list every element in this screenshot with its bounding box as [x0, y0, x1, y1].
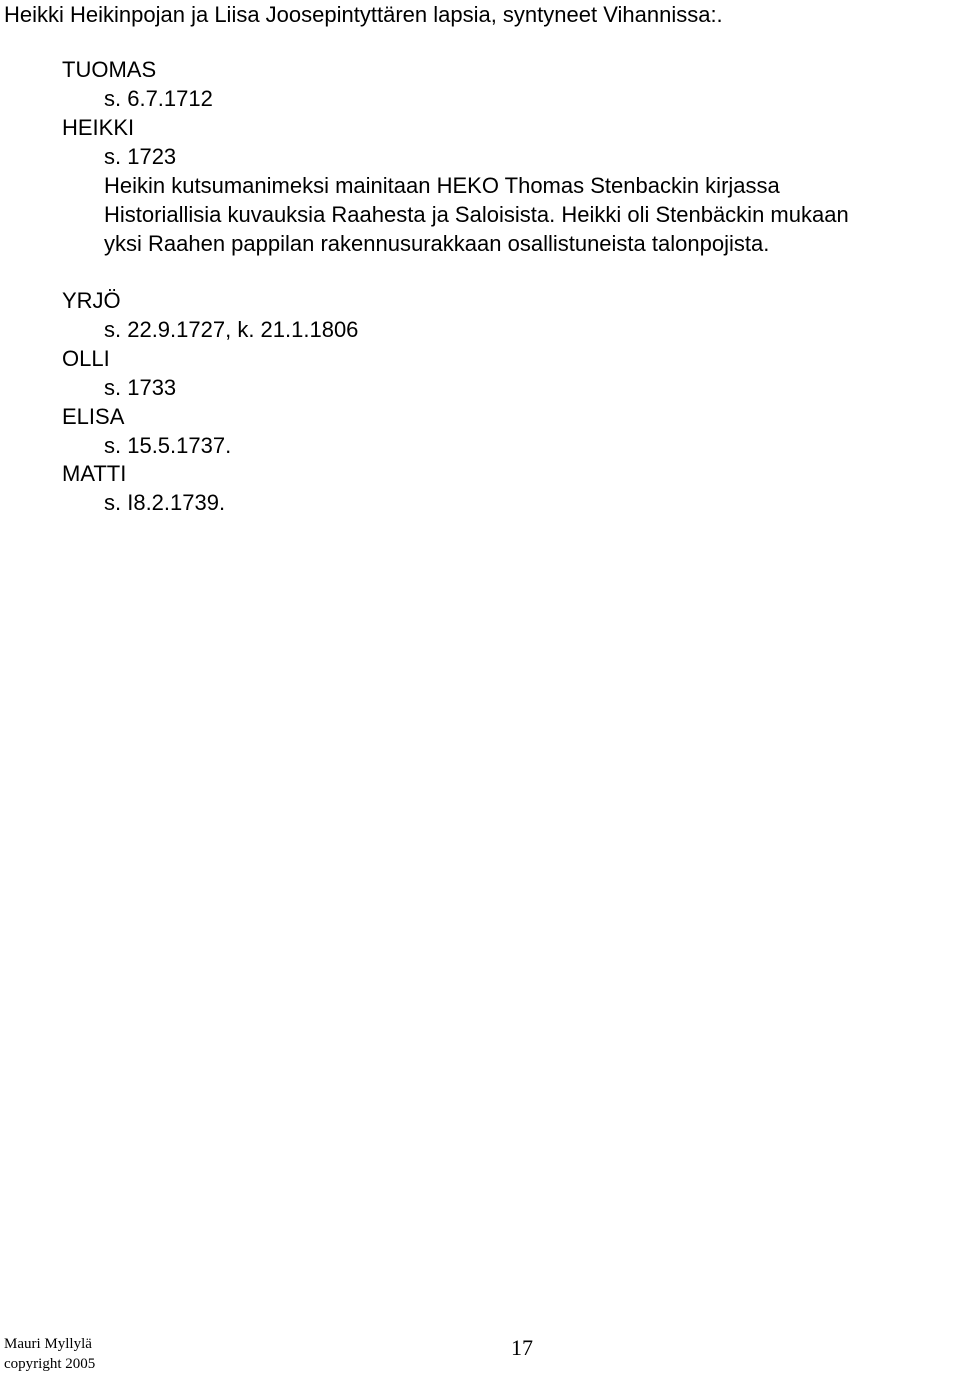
page-number: 17: [511, 1335, 533, 1360]
child-detail-heikki-note-line: Heikin kutsumanimeksi mainitaan HEKO Thomas Stenbackin kirjassa: [104, 173, 780, 198]
child-detail-olli-birth: s. 1733: [104, 375, 177, 400]
child-detail-tuomas-birth: s. 6.7.1712: [104, 86, 213, 111]
child-detail-heikki-note-line: Historiallisia kuvauksia Raahesta ja Saloisista. Heikki oli Stenbäckin mukaan: [104, 202, 849, 227]
child-detail-yrjo-dates: s. 22.9.1727, k. 21.1.1806: [104, 317, 359, 342]
child-detail-heikki-birth: s. 1723: [104, 144, 177, 169]
child-name-olli: OLLI: [62, 346, 110, 371]
child-name-tuomas: TUOMAS: [62, 57, 157, 82]
page-heading: Heikki Heikinpojan ja Liisa Joosepintyttären lapsia, syntyneet Vihannissa:.: [4, 2, 723, 27]
child-detail-heikki-note-line: yksi Raahen pappilan rakennusurakkaan osallistuneista talonpojista.: [104, 231, 770, 256]
footer-author: Mauri Myllylä: [4, 1336, 92, 1352]
child-name-elisa: ELISA: [62, 404, 125, 429]
child-detail-elisa-birth: s. 15.5.1737.: [104, 433, 232, 458]
child-detail-matti-birth: s. I8.2.1739.: [104, 490, 226, 515]
footer-copyright: copyright 2005: [4, 1356, 96, 1372]
child-name-heikki: HEIKKI: [62, 115, 135, 140]
child-name-yrjo: YRJÖ: [62, 288, 121, 313]
child-name-matti: MATTI: [62, 461, 127, 486]
